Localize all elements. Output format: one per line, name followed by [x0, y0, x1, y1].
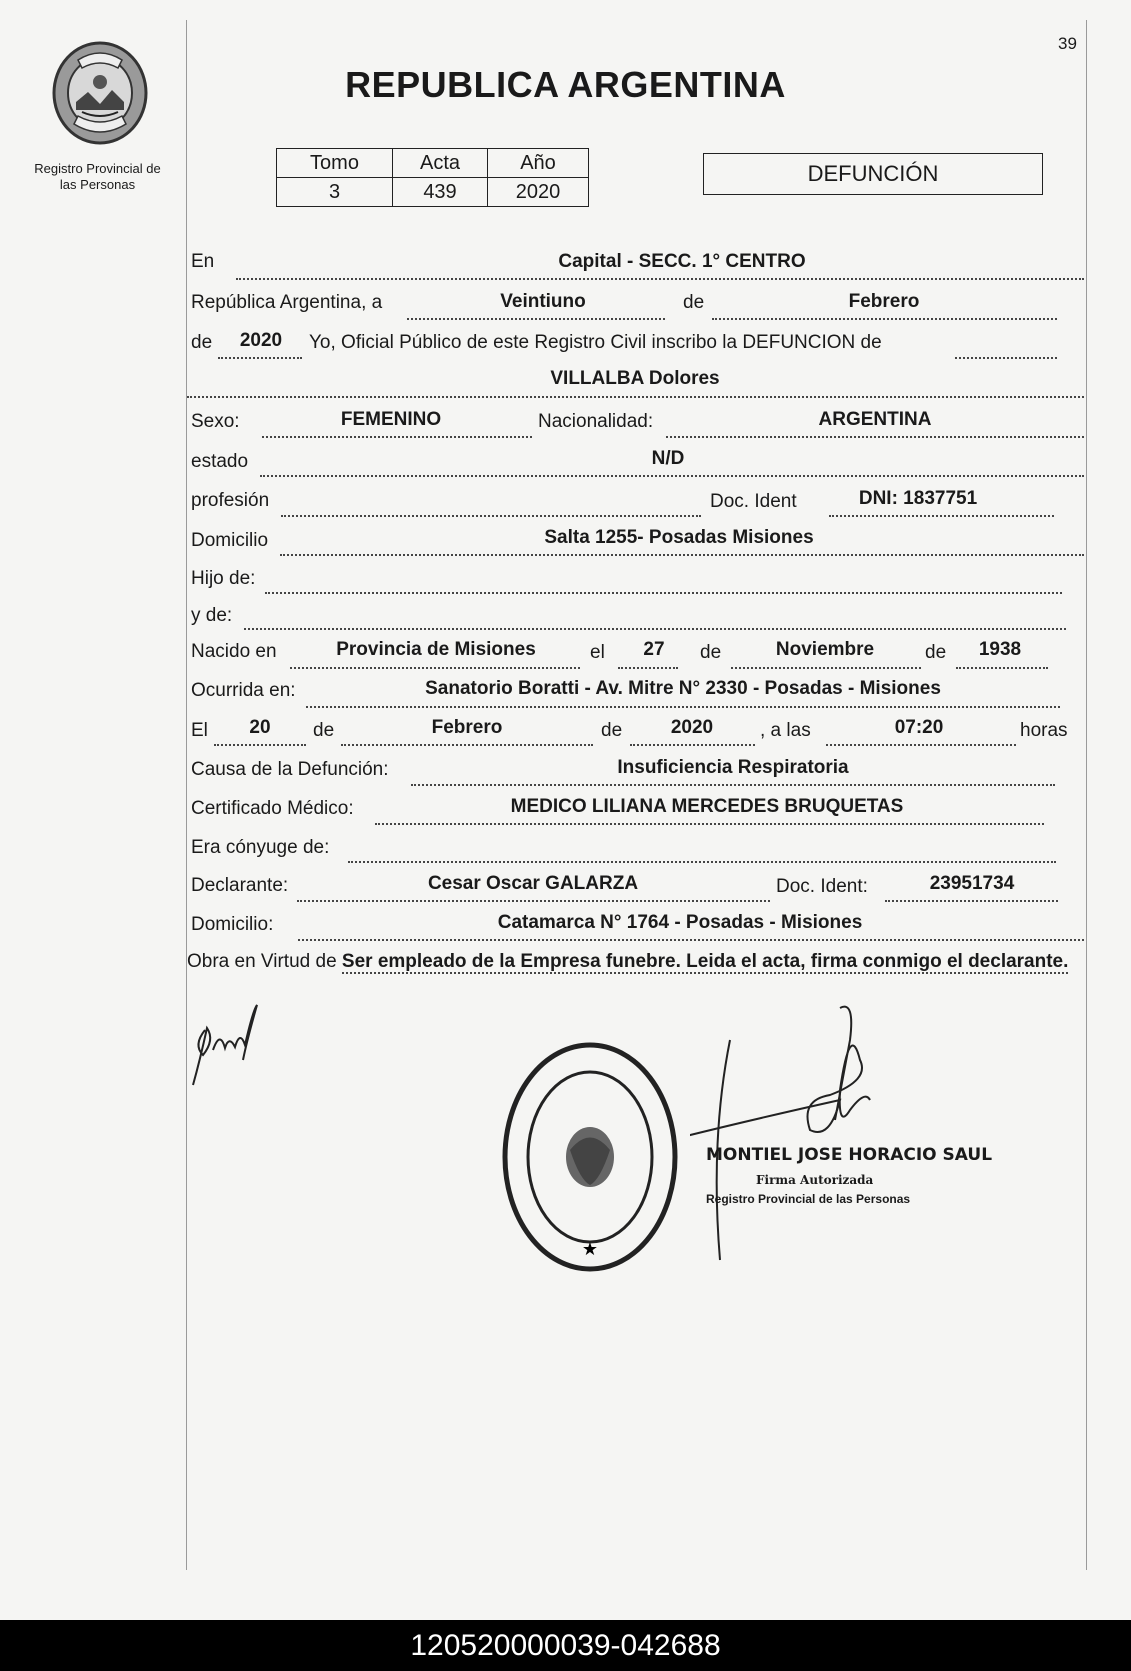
label-obra-en-virtud: Obra en Virtud de: [187, 951, 337, 972]
label-y-de: y de:: [191, 605, 233, 626]
label-a-las: , a las: [760, 720, 811, 741]
value-declarante-domicilio: Catamarca N° 1764 - Posadas - Misiones: [497, 912, 863, 933]
value-nacionalidad: ARGENTINA: [818, 409, 932, 430]
officer-signature-icon: [690, 1000, 930, 1270]
official-seal-icon: [500, 1040, 680, 1275]
label-yo-oficial: Yo, Oficial Público de este Registro Civil inscribo la DEFUNCION de: [309, 332, 882, 353]
label-declarante: Declarante:: [191, 875, 289, 896]
label-causa: Causa de la Defunción:: [191, 759, 389, 780]
label-nacionalidad: Nacionalidad:: [538, 411, 654, 432]
obra-en-virtud: [187, 950, 1082, 974]
label-domicilio: Domicilio: [191, 530, 269, 551]
label-de-fal-mes: de: [313, 720, 335, 741]
declarant-signature-icon: [185, 1000, 285, 1095]
field-y-de-line: [244, 607, 1066, 630]
label-doc-ident-2: Doc. Ident:: [776, 876, 868, 897]
officer-role: Firma Autorizada: [756, 1173, 874, 1187]
label-nacido-en: Nacido en: [191, 641, 277, 662]
page-title: REPUBLICA ARGENTINA: [345, 64, 786, 105]
value-domicilio: Salta 1255- Posadas Misiones: [544, 527, 814, 548]
document-code-footer: 120520000039-042688: [0, 1620, 1131, 1671]
value-fal-anio: 2020: [670, 717, 714, 738]
field-profesion-line: [281, 494, 701, 517]
record-table-value-row: [277, 178, 589, 207]
value-mes: Febrero: [848, 291, 920, 312]
field-hijo-de-line: [265, 571, 1062, 594]
value-acta: 439: [393, 178, 488, 207]
label-de-nac-anio: de: [925, 642, 947, 663]
value-doc: DNI: 1837751: [858, 488, 978, 509]
value-anio: 2020: [488, 178, 589, 207]
label-profesion: profesión: [191, 490, 270, 511]
registry-name: [10, 161, 185, 193]
value-nombre: VILLALBA Dolores: [550, 368, 720, 389]
label-de-mes: de: [683, 292, 705, 313]
value-ocurrida-en: Sanatorio Boratti - Av. Mitre N° 2330 - Posadas - Misiones: [425, 678, 941, 699]
value-dia: Veintiuno: [500, 291, 586, 312]
value-obra-en-virtud: Ser empleado de la Empresa funebre. Leida el acta, firma conmigo el declarante.: [341, 951, 1069, 972]
label-hijo-de: Hijo de:: [191, 568, 256, 589]
label-sexo: Sexo:: [191, 411, 240, 432]
header-anio: Año: [488, 149, 589, 178]
officer-organization: Registro Provincial de las Personas: [706, 1192, 911, 1206]
label-republica: República Argentina, a: [191, 292, 383, 313]
value-fal-mes: Febrero: [431, 717, 503, 738]
value-nacido-en: Provincia de Misiones: [336, 639, 536, 660]
label-el-fecha: El: [191, 720, 208, 741]
page-number: 39: [1058, 34, 1077, 53]
value-declarante-doc: 23951734: [929, 873, 1015, 894]
value-declarante: Cesar Oscar GALARZA: [427, 873, 639, 894]
value-lugar: Capital - SECC. 1° CENTRO: [558, 251, 806, 272]
field-conyuge-line: [348, 840, 1056, 863]
label-certificado: Certificado Médico:: [191, 798, 354, 819]
record-table-header-row: [277, 149, 589, 178]
label-en: En: [191, 251, 215, 272]
label-estado: estado: [191, 451, 249, 472]
label-conyuge: Era cónyuge de:: [191, 837, 330, 858]
value-causa: Insuficiencia Respiratoria: [617, 757, 849, 778]
left-margin-line: [186, 20, 187, 1570]
label-doc-ident: Doc. Ident: [710, 491, 797, 512]
value-tomo: 3: [277, 178, 393, 207]
header-acta: Acta: [393, 149, 488, 178]
right-margin-line: [1086, 20, 1087, 1570]
registry-line-2: las Personas: [59, 177, 136, 192]
record-table: [276, 148, 589, 207]
value-fal-dia: 20: [249, 717, 271, 738]
value-nac-mes: Noviembre: [775, 639, 875, 660]
label-de-anio: de: [191, 332, 213, 353]
label-domicilio-2: Domicilio:: [191, 914, 274, 935]
record-type-box: DEFUNCIÓN: [703, 153, 1043, 195]
value-estado: N/D: [651, 448, 685, 469]
value-hora: 07:20: [894, 717, 944, 738]
label-ocurrida-en: Ocurrida en:: [191, 680, 296, 701]
value-anio: 2020: [239, 330, 283, 351]
officer-name: MONTIEL JOSE HORACIO SAUL: [706, 1145, 993, 1165]
value-nac-anio: 1938: [978, 639, 1022, 660]
label-horas: horas: [1020, 720, 1068, 741]
label-de-fal-anio: de: [601, 720, 623, 741]
header-tomo: Tomo: [277, 149, 393, 178]
registry-line-1: Registro Provincial de: [34, 161, 161, 176]
field-trailing-line: [955, 336, 1057, 359]
svg-text:★: ★: [581, 1239, 599, 1260]
value-sexo: FEMENINO: [340, 409, 442, 430]
label-de-nac-mes: de: [700, 642, 722, 663]
value-nac-dia: 27: [643, 639, 665, 660]
value-certificado: MEDICO LILIANA MERCEDES BRUQUETAS: [510, 796, 904, 817]
label-el: el: [590, 642, 605, 663]
